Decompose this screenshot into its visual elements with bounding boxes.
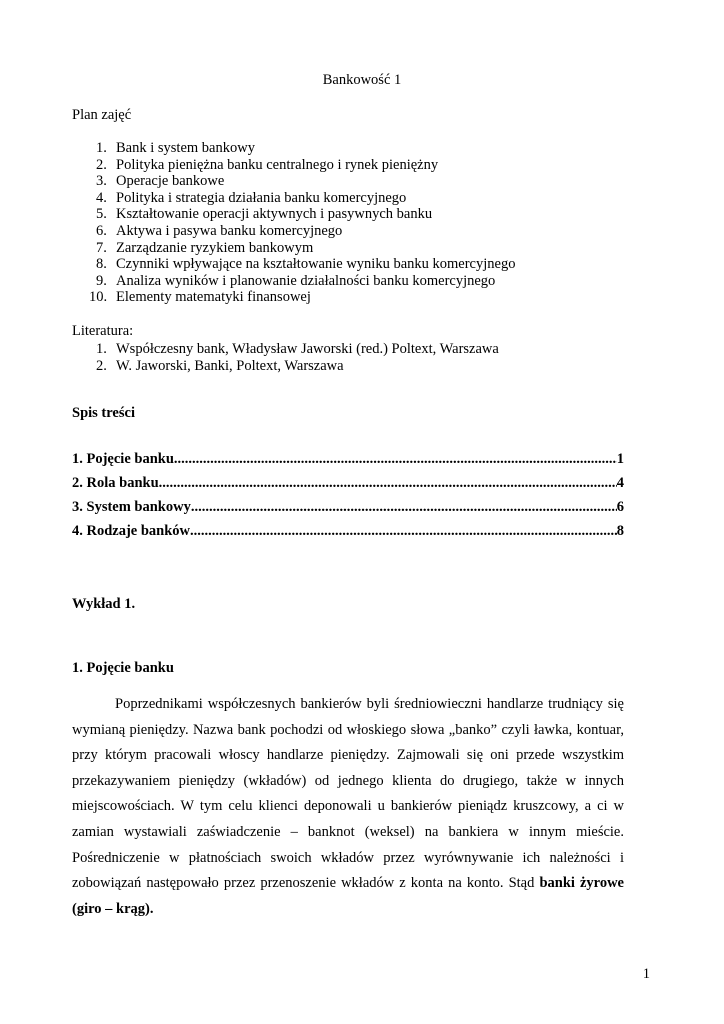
body-paragraph: Poprzednikami współczesnych bankierów byli średniowieczni handlarze trudniący się wymianą pieniędzy. Nazwa bank pochodzi od włoskiego słowa „banko” czyli ławka, kontuar, przy którym pracowali włoscy handlarze pieniędzy. Zajmowali się oni przede wszystkim przekazywaniem pieniędzy (wkładów) od jednego klienta do drugiego, także w innych miejscowościach. W tym celu klienci deponowali u bankierów pieniądz kruszcowy, a ci w zamian wystawiali zaświadczenie – banknot (weksel) na bankiera w innym mieście. Pośredniczenie w płatnościach swoich wkładów przez wyrównywanie ich należności i zobowiązań następowało przez przenoszenie wkładów z konta na konto. Stąd banki żyrowe (giro – krąg). [72, 696, 624, 917]
list-item: 2. W. Jaworski, Banki, Poltext, Warszawa [96, 358, 344, 374]
literature-list [72, 341, 499, 375]
list-item: 2. Polityka pieniężna banku centralnego i rynek pieniężny [96, 156, 439, 173]
list-item: 1. Współczesny bank, Władysław Jaworski (red.) Poltext, Warszawa [96, 341, 499, 357]
list-item: 4. Polityka i strategia działania banku komercyjnego [96, 189, 407, 206]
list-item: 6. Aktywa i pasywa banku komercyjnego [96, 222, 343, 239]
toc-heading: Spis treści [72, 405, 135, 421]
list-item: 3. Operacje bankowe [96, 173, 225, 190]
toc-entry[interactable]: 4. Rodzaje banków ..... 8 [72, 519, 624, 543]
plan-list [72, 140, 515, 306]
toc-entry[interactable]: 3. System bankowy ..... 6 [72, 495, 624, 519]
list-item: 8. Czynniki wpływające na kształtowanie wyniku banku komercyjnego [96, 256, 516, 273]
list-item: 9. Analiza wyników i planowanie działalności banku komercyjnego [96, 272, 496, 289]
toc-entry[interactable]: 2. Rola banku ..... 4 [72, 471, 624, 495]
plan-heading: Plan zajęć [72, 107, 132, 123]
list-item: 1. Bank i system bankowy [96, 140, 255, 156]
lecture-heading: Wykład 1. [72, 596, 136, 612]
list-item: 7. Zarządzanie ryzykiem bankowym [96, 239, 314, 256]
bold-term: banki żyrowe (giro – krąg). [72, 875, 624, 917]
list-item: 10. Elementy matematyki finansowej [89, 289, 311, 306]
page-number: 1 [642, 966, 650, 982]
list-item: 5. Kształtowanie operacji aktywnych i pasywnych banku [96, 206, 433, 223]
toc-entry[interactable]: 1. Pojęcie banku ..... 1 [72, 447, 624, 471]
document-title: Bankowość 1 [322, 72, 402, 88]
literature-heading: Literatura: [72, 323, 134, 339]
section-heading: 1. Pojęcie banku [72, 660, 174, 676]
